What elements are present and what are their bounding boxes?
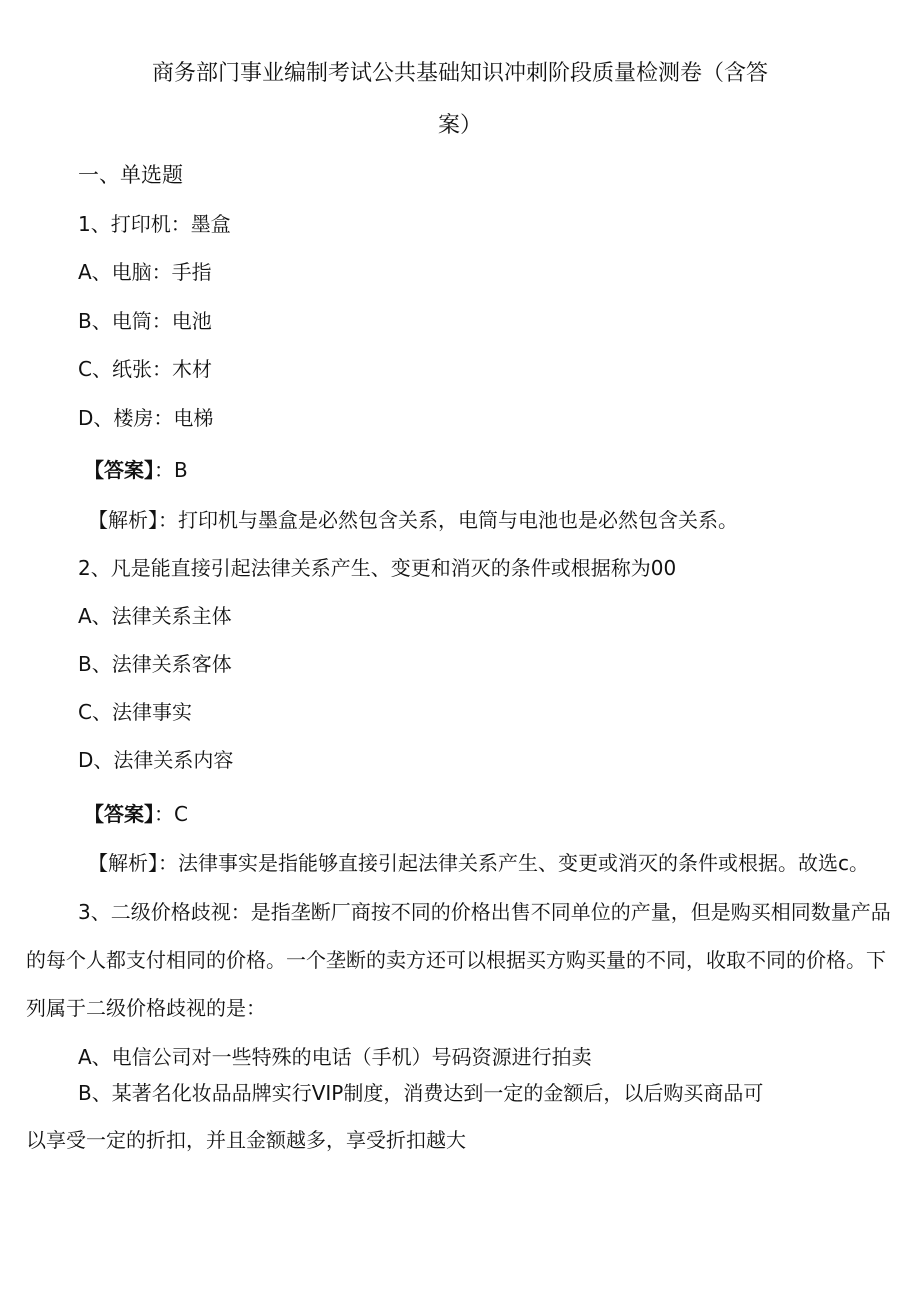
question-2-option-c: C、法律事实 (78, 700, 192, 724)
question-2-analysis (88, 849, 869, 877)
question-3-option-b-line-1: B、某著名化妆品品牌实行VIP制度，消费达到一定的金额后，以后购买商品可 (78, 1081, 764, 1105)
question-1-analysis (88, 506, 738, 534)
analysis-text: ：法律事实是指能够直接引起法律关系产生、变更或消灭的条件或根据。故选c。 (158, 851, 869, 875)
answer-label: 【答案】 (84, 458, 154, 482)
question-1-option-d: D、楼房：电梯 (78, 406, 214, 430)
question-1-stem: 1、打印机：墨盒 (78, 212, 231, 236)
question-3-stem-line-2: 的每个人都支付相同的价格。一个垄断的卖方还可以根据买方购买量的不同，收取不同的价格。下 (26, 948, 886, 972)
question-1-option-c: C、纸张：木材 (78, 357, 212, 381)
question-2-option-b: B、法律关系客体 (78, 652, 232, 676)
question-3-stem-line-1: 3、二级价格歧视：是指垄断厂商按不同的价格出售不同单位的产量，但是购买相同数量产品 (78, 900, 891, 924)
analysis-label: 【解析】 (88, 508, 158, 532)
question-3-option-a: A、电信公司对一些特殊的电话（手机）号码资源进行拍卖 (78, 1045, 592, 1069)
document-title-line-1: 商务部门事业编制考试公共基础知识冲刺阶段质量检测卷（含答 (151, 61, 768, 86)
document-title-line-2: 案） (437, 113, 482, 138)
question-3-stem-line-3: 列属于二级价格歧视的是： (26, 996, 266, 1020)
analysis-text: ：打印机与墨盒是必然包含关系，电筒与电池也是必然包含关系。 (158, 508, 738, 532)
answer-label: 【答案】 (84, 802, 154, 826)
question-2-option-d: D、法律关系内容 (78, 748, 234, 772)
question-2-option-a: A、法律关系主体 (78, 604, 232, 628)
answer-value: ：C (154, 802, 188, 826)
question-2-stem: 2、凡是能直接引起法律关系产生、变更和消灭的条件或根据称为00 (78, 556, 677, 580)
question-1-option-a: A、电脑：手指 (78, 260, 212, 284)
section-heading: 一、单选题 (78, 163, 183, 187)
question-1-answer (84, 456, 188, 484)
analysis-label: 【解析】 (88, 851, 158, 875)
question-2-answer (84, 800, 188, 828)
question-1-option-b: B、电筒：电池 (78, 309, 212, 333)
answer-value: ：B (154, 458, 188, 482)
question-3-option-b-line-2: 以享受一定的折扣，并且金额越多，享受折扣越大 (26, 1128, 466, 1152)
